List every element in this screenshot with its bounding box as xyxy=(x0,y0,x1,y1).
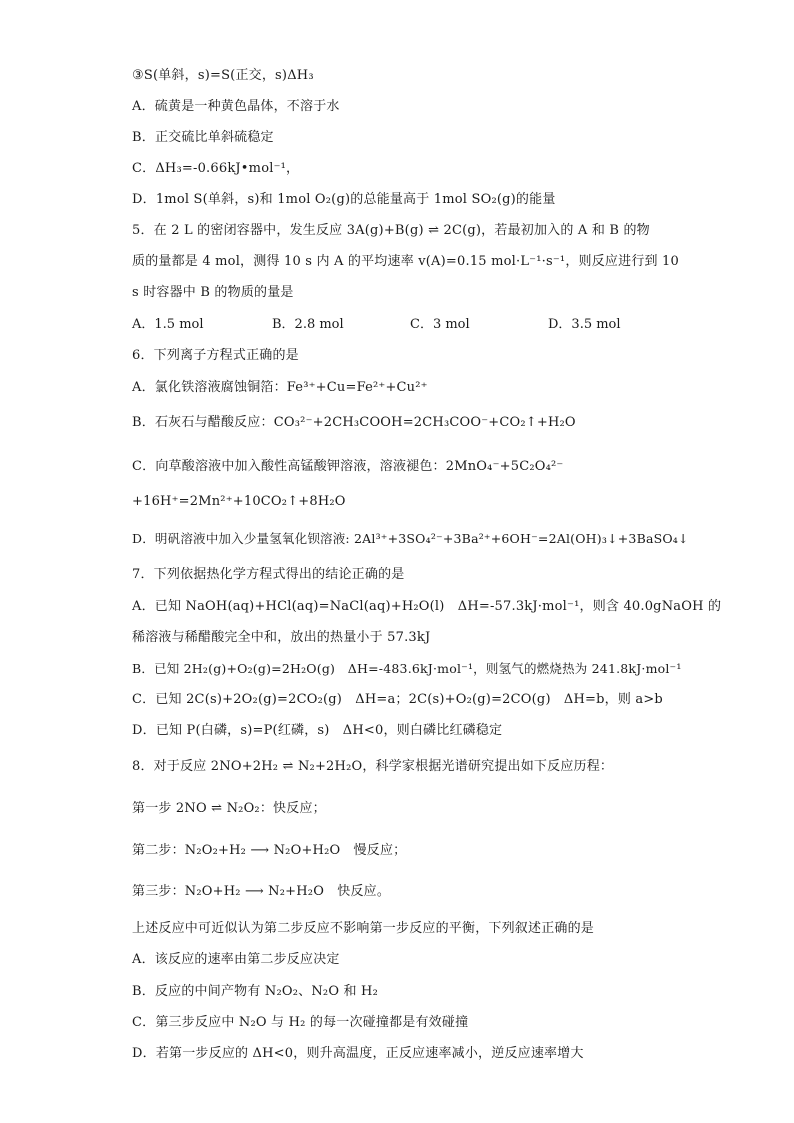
q6-option-a: A．氯化铁溶液腐蚀铜箔：Fe³⁺+Cu=Fe²⁺+Cu²⁺ xyxy=(132,380,428,395)
q7-option-a-line-2: 稀溶液与稀醋酸完全中和，放出的热量小于 57.3kJ xyxy=(132,630,431,645)
q4-option-d: D．1mol S(单斜，s)和 1mol O₂(g)的总能量高于 1mol SO₂(g)的能量 xyxy=(132,192,556,207)
q8-option-c: C．第三步反应中 N₂O 与 H₂ 的每一次碰撞都是有效碰撞 xyxy=(132,1015,469,1030)
q7-option-a-line-1: A．已知 NaOH(aq)+HCl(aq)=NaCl(aq)+H₂O(l) ΔH=-57.3kJ·mol⁻¹，则含 40.0gNaOH 的 xyxy=(132,599,722,614)
q5-option-c: C．3 mol xyxy=(410,317,470,332)
q4-option-c: C．ΔH₃=-0.66kJ•mol⁻¹， xyxy=(132,161,300,176)
q6-option-c-line-1: C．向草酸溶液中加入酸性高锰酸钾溶液，溶液褪色：2MnO₄⁻+5C₂O₄²⁻ xyxy=(132,459,564,474)
q8-step-3: 第三步：N₂O+H₂ ⟶ N₂+H₂O 快反应。 xyxy=(132,884,391,899)
q7-stem: 7．下列依据热化学方程式得出的结论正确的是 xyxy=(132,567,405,582)
q8-option-a: A．该反应的速率由第二步反应决定 xyxy=(132,952,340,967)
q8-option-b: B．反应的中间产物有 N₂O₂、N₂O 和 H₂ xyxy=(132,984,378,999)
q6-option-c-line-2: +16H⁺=2Mn²⁺+10CO₂↑+8H₂O xyxy=(132,494,346,509)
q6-option-d: D．明矾溶液中加入少量氢氧化钡溶液: 2Al³⁺+3SO₄²⁻+3Ba²⁺+6OH⁻=2Al(OH)₃↓+3BaSO₄↓ xyxy=(132,531,689,546)
q5-stem-line-1: 5．在 2 L 的密闭容器中，发生反应 3A(g)+B(g) ⇌ 2C(g)，若最初加入的 A 和 B 的物 xyxy=(132,223,650,238)
q7-option-b: B．已知 2H₂(g)+O₂(g)=2H₂O(g) ΔH=-483.6kJ·mol⁻¹，则氢气的燃烧热为 241.8kJ·mol⁻¹ xyxy=(132,661,682,676)
q4-reaction-3: ③S(单斜，s)=S(正交，s)ΔH₃ xyxy=(132,68,314,83)
q5-option-d: D．3.5 mol xyxy=(548,317,621,332)
q4-option-a: A．硫黄是一种黄色晶体，不溶于水 xyxy=(132,99,340,114)
q8-step-1: 第一步 2NO ⇌ N₂O₂：快反应； xyxy=(132,801,326,816)
q8-option-d: D．若第一步反应的 ΔH<0，则升高温度，正反应速率减小，逆反应速率增大 xyxy=(132,1046,584,1061)
q5-option-a: A．1.5 mol xyxy=(132,317,204,332)
q4-option-b: B．正交硫比单斜硫稳定 xyxy=(132,130,274,145)
q5-option-b: B．2.8 mol xyxy=(272,317,344,332)
q8-stem: 8．对于反应 2NO+2H₂ ⇌ N₂+2H₂O，科学家根据光谱研究提出如下反应历程： xyxy=(132,759,614,774)
q7-option-c: C．已知 2C(s)+2O₂(g)=2CO₂(g) ΔH=a；2C(s)+O₂(g)=2CO(g) ΔH=b，则 a>b xyxy=(132,692,663,707)
q7-option-d: D．已知 P(白磷，s)=P(红磷，s) ΔH<0，则白磷比红磷稳定 xyxy=(132,723,503,738)
q6-option-b: B．石灰石与醋酸反应：CO₃²⁻+2CH₃COOH=2CH₃COO⁻+CO₂↑+H₂O xyxy=(132,415,576,430)
q8-premise: 上述反应中可近似认为第二步反应不影响第一步反应的平衡，下列叙述正确的是 xyxy=(132,921,595,936)
q5-stem-line-3: s 时容器中 B 的物质的量是 xyxy=(132,285,294,300)
q5-stem-line-2: 质的量都是 4 mol，测得 10 s 内 A 的平均速率 v(A)=0.15 mol·L⁻¹·s⁻¹，则反应进行到 10 xyxy=(132,254,679,269)
q6-stem: 6．下列离子方程式正确的是 xyxy=(132,348,299,363)
q8-step-2: 第二步：N₂O₂+H₂ ⟶ N₂O+H₂O 慢反应； xyxy=(132,843,407,858)
